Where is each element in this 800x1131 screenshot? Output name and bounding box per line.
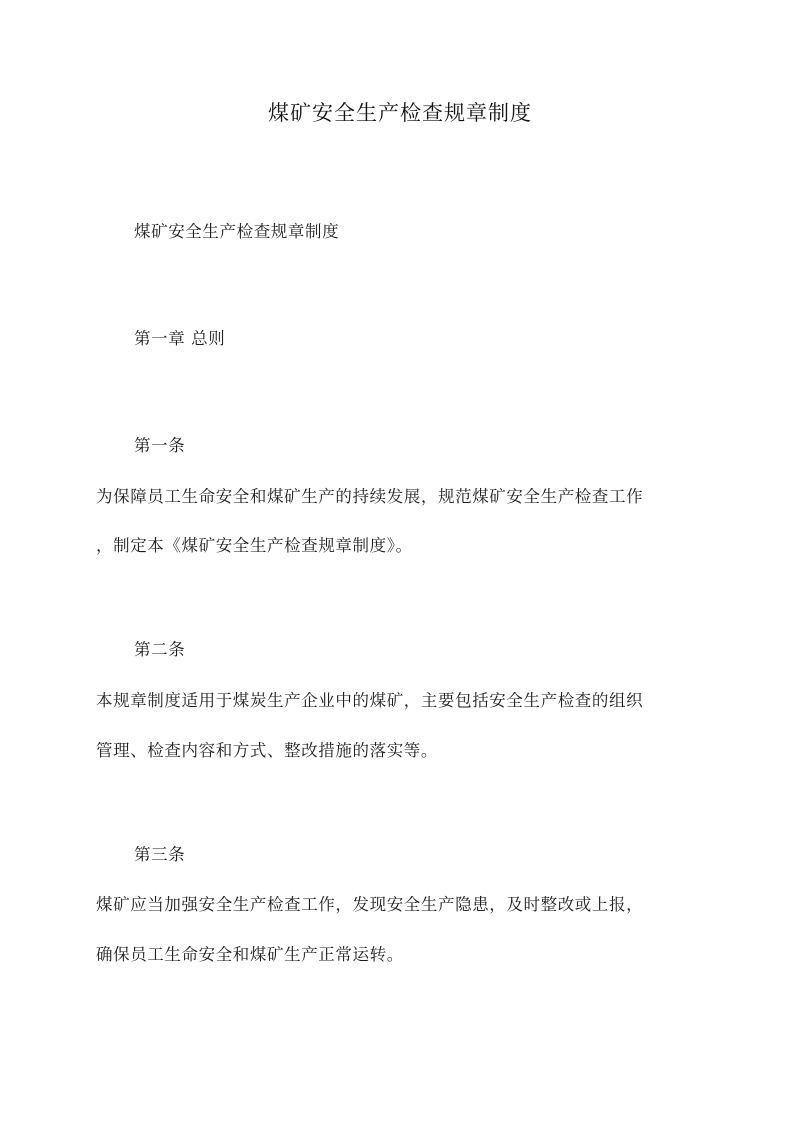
- article-3-line-2: 确保员工生命安全和煤矿生产正常运转。: [96, 945, 404, 964]
- chapter-heading: 第一章 总则: [134, 329, 226, 348]
- article-2-line-2: 管理、检查内容和方式、整改措施的落实等。: [96, 741, 438, 760]
- article-3-line-1: 煤矿应当加强安全生产检查工作，发现安全生产隐患，及时整改或上报，: [96, 895, 644, 914]
- document-title: 煤矿安全生产检查规章制度: [268, 101, 532, 125]
- article-3-heading: 第三条: [134, 845, 186, 864]
- article-2-heading: 第二条: [134, 640, 186, 659]
- document-subtitle: 煤矿安全生产检查规章制度: [134, 222, 340, 241]
- article-1-line-2: ，制定本《煤矿安全生产检查规章制度》。: [96, 536, 413, 555]
- article-1-heading: 第一条: [134, 436, 186, 455]
- article-1-line-1: 为保障员工生命安全和煤矿生产的持续发展，规范煤矿安全生产检查工作: [96, 487, 644, 506]
- article-2-line-1: 本规章制度适用于煤炭生产企业中的煤矿，主要包括安全生产检查的组织: [96, 691, 644, 710]
